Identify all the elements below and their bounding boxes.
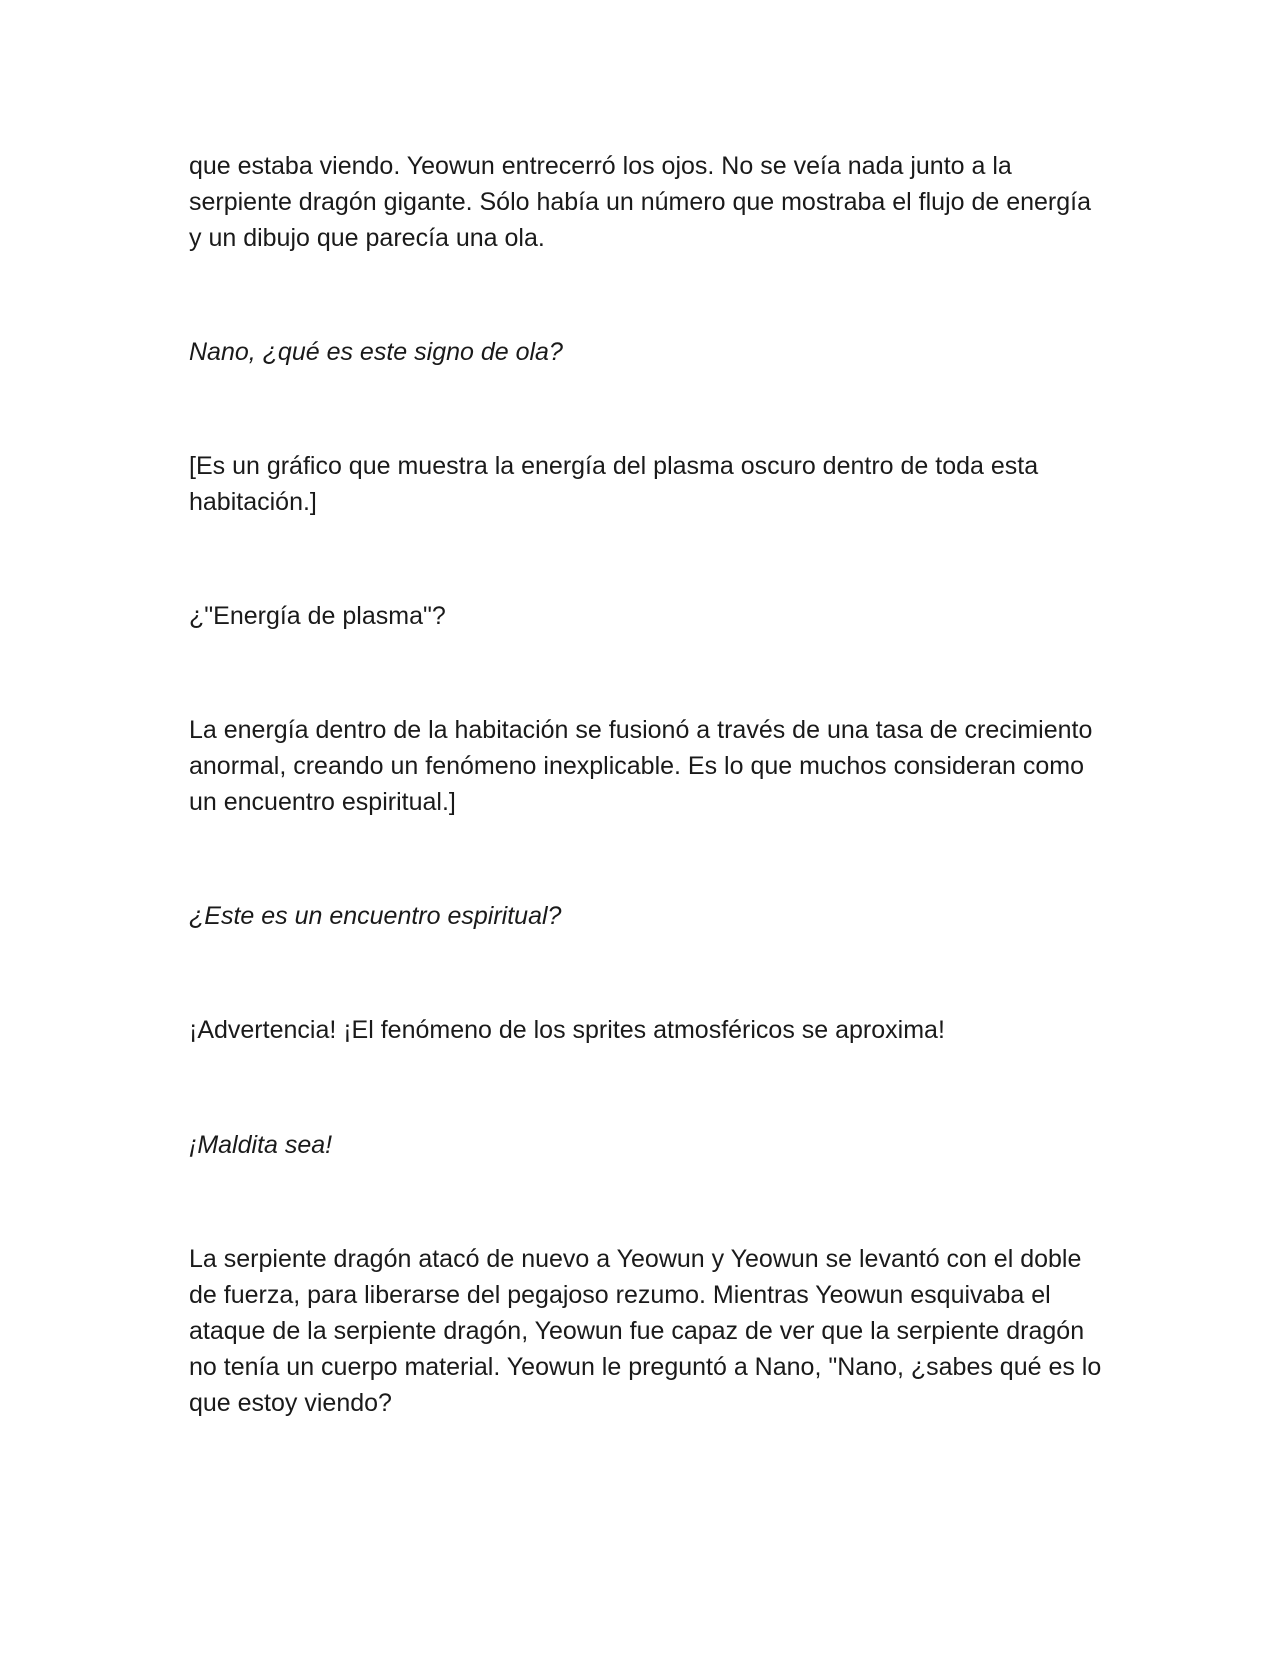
paragraph-narration-1: que estaba viendo. Yeowun entrecerró los ojos. No se veía nada junto a la serpiente dragón gigante. Sólo había un número que mostraba el flujo de energía y un dibujo que parecía una ola.: [189, 152, 1092, 252]
paragraph-exclamation: ¡Maldita sea!: [189, 1131, 333, 1159]
paragraph-thought-encounter: ¿Este es un encuentro espiritual?: [189, 902, 562, 930]
paragraph-narration-2: La serpiente dragón atacó de nuevo a Yeowun y Yeowun se levantó con el doble de fuerza, para liberarse del pegajoso rezumo. Mientras Yeowun esquivaba el ataque de la serpiente dragón, Yeowun fue capaz de ver que la serpiente dragón no tenía un cuerpo material. Yeowun le preguntó a Nano, "Nano, ¿sabes qué es lo que estoy viendo?: [189, 1245, 1102, 1417]
paragraph-system-energy: La energía dentro de la habitación se fusionó a través de una tasa de crecimiento anormal, creando un fenómeno inexplicable. Es lo que muchos consideran como un encuentro espiritual.]: [189, 716, 1093, 816]
paragraph-thought-wave-sign: Nano, ¿qué es este signo de ola?: [189, 338, 563, 366]
paragraph-plasma-question: ¿"Energía de plasma"?: [189, 602, 446, 630]
paragraph-system-graph: [Es un gráfico que muestra la energía del plasma oscuro dentro de toda esta habitación.]: [189, 452, 1039, 516]
paragraph-warning: ¡Advertencia! ¡El fenómeno de los sprites atmosféricos se aproxima!: [189, 1016, 945, 1044]
